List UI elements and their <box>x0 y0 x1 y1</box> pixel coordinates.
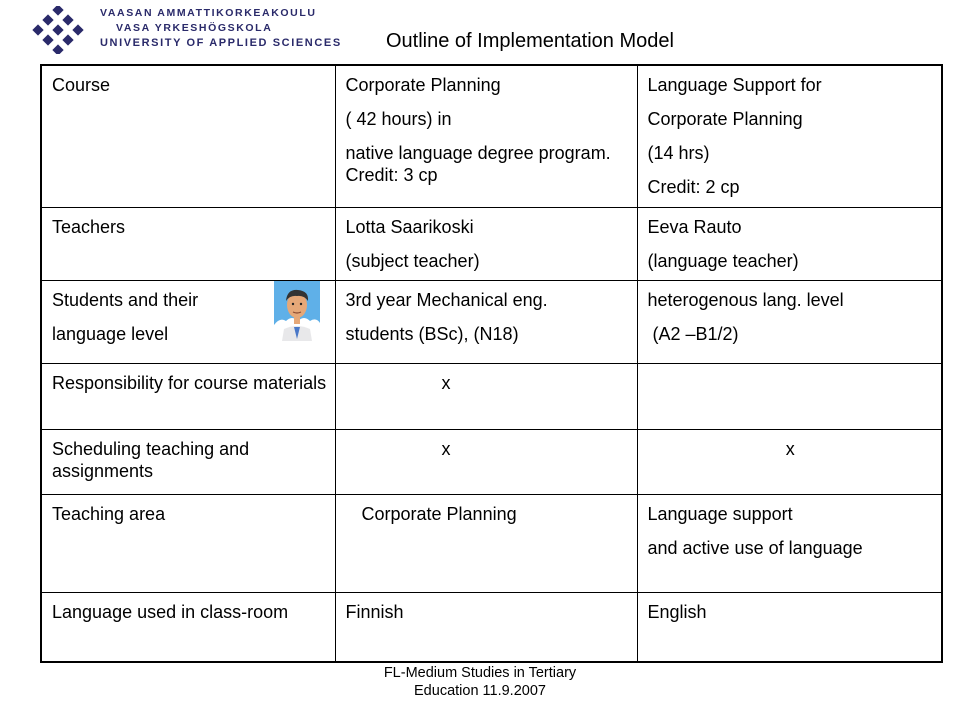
row-label-teachers: Teachers <box>41 207 335 280</box>
logo-text <box>100 6 342 51</box>
cell-line: Corporate Planning <box>647 109 803 129</box>
cell-line: Language support <box>647 503 793 524</box>
table-row-language-used <box>41 592 942 662</box>
cell-line: native language degree program. Credit: 3 cp <box>345 143 611 185</box>
tile-grid-logo-icon <box>30 6 94 54</box>
logo-line-3: UNIVERSITY OF APPLIED SCIENCES <box>100 37 342 49</box>
logo-line-1: VAASAN AMMATTIKORKEAKOULU <box>100 7 317 19</box>
row-label-materials: Responsibility for course materials <box>41 363 335 429</box>
cell-line: 3rd year Mechanical eng. <box>345 289 548 310</box>
cell-line: (A2 –B1/2) <box>652 323 739 344</box>
course-native-cell <box>335 65 637 207</box>
cell-line: Corporate Planning <box>345 75 501 95</box>
cell-line: Language Support for <box>647 75 822 95</box>
cell-line: (subject teacher) <box>345 250 480 271</box>
row-label-students <box>41 280 335 363</box>
row-label-course: Course <box>41 65 335 207</box>
language-level-cell <box>637 280 942 363</box>
cell-line: students (BSc), (N18) <box>345 323 519 344</box>
student-group-cell <box>335 280 637 363</box>
table-row-teaching-area <box>41 494 942 592</box>
cell-line: Lotta Saarikoski <box>345 216 474 237</box>
materials-language-mark <box>637 363 942 429</box>
teaching-area-language-cell <box>637 494 942 592</box>
course-language-cell <box>637 65 942 207</box>
cell-line: language level <box>52 323 169 344</box>
row-label-scheduling: Scheduling teaching and assignments <box>41 429 335 494</box>
teaching-area-subject-cell: Corporate Planning <box>335 494 637 592</box>
scheduling-language-mark: x <box>637 429 942 494</box>
slide-title: Outline of Implementation Model <box>386 30 674 52</box>
table-row-students <box>41 280 942 363</box>
footer-line-1: FL-Medium Studies in Tertiary <box>383 665 577 681</box>
cell-line: (language teacher) <box>647 250 799 271</box>
subject-language-value: Finnish <box>335 592 637 662</box>
cell-line: Credit: 2 cp <box>647 177 740 197</box>
implementation-table <box>40 64 943 663</box>
language-course-language-value: English <box>637 592 942 662</box>
cell-line: ( 42 hours) in <box>345 109 452 129</box>
cell-line: heterogenous lang. level <box>647 289 844 310</box>
university-logo <box>30 6 342 54</box>
footer <box>320 664 640 700</box>
row-label-language-used: Language used in class-room <box>41 592 335 662</box>
subject-teacher-cell <box>335 207 637 280</box>
footer-line-2: Education 11.9.2007 <box>414 683 546 699</box>
cell-line: and active use of language <box>647 537 863 558</box>
cell-line: (14 hrs) <box>647 143 710 163</box>
man-portrait-icon <box>274 281 320 341</box>
logo-line-2: VASA YRKESHÖGSKOLA <box>116 22 273 34</box>
table-row-course <box>41 65 942 207</box>
cell-line: Students and their <box>52 289 199 310</box>
table-row-teachers <box>41 207 942 280</box>
scheduling-subject-mark: x <box>335 429 637 494</box>
language-teacher-cell <box>637 207 942 280</box>
cell-line: Eeva Rauto <box>647 216 742 237</box>
row-label-teaching-area: Teaching area <box>41 494 335 592</box>
table-row-scheduling <box>41 429 942 494</box>
table-row-materials <box>41 363 942 429</box>
materials-subject-mark: x <box>335 363 637 429</box>
